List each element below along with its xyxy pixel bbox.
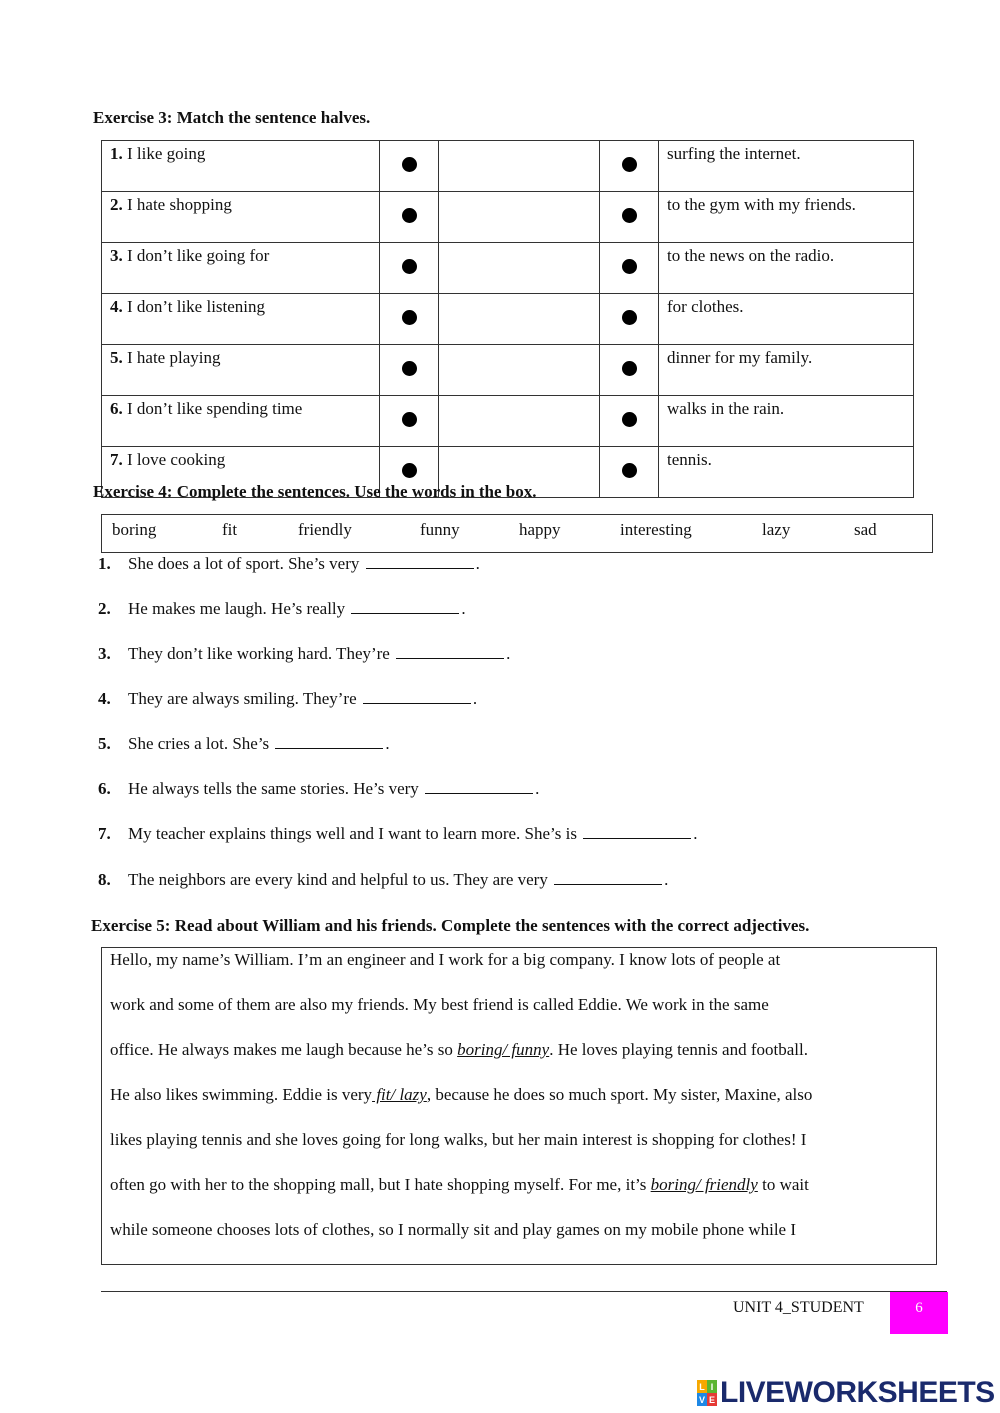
footer-unit-label: UNIT 4_STUDENT xyxy=(733,1299,864,1316)
match-dot-right[interactable] xyxy=(622,412,637,427)
match-right: surfing the internet. xyxy=(659,141,914,192)
match-dot-right[interactable] xyxy=(622,361,637,376)
match-dot-left[interactable] xyxy=(402,208,417,223)
sentence-item: 4. They are always smiling. They’re . xyxy=(98,689,478,708)
answer-blank[interactable] xyxy=(351,599,459,614)
match-left: 6. I don’t like spending time xyxy=(102,396,380,447)
sentence-item: 6. He always tells the same stories. He’s very . xyxy=(98,779,540,798)
match-dot-right[interactable] xyxy=(622,310,637,325)
match-right: for clothes. xyxy=(659,294,914,345)
match-dot-left[interactable] xyxy=(402,412,417,427)
match-gap xyxy=(439,396,600,447)
match-right: dinner for my family. xyxy=(659,345,914,396)
matching-table xyxy=(101,140,914,498)
logo-icon: L I V E xyxy=(698,1381,715,1405)
footer-divider xyxy=(101,1291,947,1292)
reading-line: often go with her to the shopping mall, but I hate shopping myself. For me, it’s boring/ friendly to wait xyxy=(110,1175,809,1194)
sentence-item: 7. My teacher explains things well and I want to learn more. She’s is . xyxy=(98,824,698,843)
match-left: 5. I hate playing xyxy=(102,345,380,396)
match-row xyxy=(102,141,914,192)
reading-line: likes playing tennis and she loves going for long walks, but her main interest is shopping for clothes! I xyxy=(110,1130,807,1149)
match-dot-left[interactable] xyxy=(402,310,417,325)
match-right: walks in the rain. xyxy=(659,396,914,447)
word-item: boring xyxy=(112,520,157,539)
word-item: interesting xyxy=(620,520,692,539)
reading-line: work and some of them are also my friends. My best friend is called Eddie. We work in the same xyxy=(110,995,769,1014)
answer-blank[interactable] xyxy=(583,824,691,839)
choice-boring-funny[interactable]: boring/ funny xyxy=(457,1040,550,1059)
match-row xyxy=(102,192,914,243)
answer-blank[interactable] xyxy=(396,644,504,659)
match-right: to the news on the radio. xyxy=(659,243,914,294)
match-row xyxy=(102,345,914,396)
answer-blank[interactable] xyxy=(275,734,383,749)
match-row xyxy=(102,294,914,345)
match-left: 3. I don’t like going for xyxy=(102,243,380,294)
answer-blank[interactable] xyxy=(425,779,533,794)
match-gap xyxy=(439,294,600,345)
match-right: to the gym with my friends. xyxy=(659,192,914,243)
word-item: funny xyxy=(420,520,460,539)
sentence-item: 2. He makes me laugh. He’s really . xyxy=(98,599,466,618)
match-left: 2. I hate shopping xyxy=(102,192,380,243)
match-dot-right[interactable] xyxy=(622,208,637,223)
word-item: happy xyxy=(519,520,561,539)
reading-line: He also likes swimming. Eddie is very fit/ lazy, because he does so much sport. My sister, Maxine, also xyxy=(110,1085,813,1104)
word-box xyxy=(101,514,933,553)
match-row xyxy=(102,396,914,447)
match-right: tennis. xyxy=(659,447,914,498)
choice-fit-lazy[interactable]: fit/ lazy xyxy=(372,1085,427,1104)
sentence-item: 3. They don’t like working hard. They’re . xyxy=(98,644,511,663)
match-gap xyxy=(439,192,600,243)
word-item: fit xyxy=(222,520,238,539)
logo-text: LIVEWORKSHEETS xyxy=(720,1376,995,1409)
match-dot-left[interactable] xyxy=(402,157,417,172)
match-left: 4. I don’t like listening xyxy=(102,294,380,345)
answer-blank[interactable] xyxy=(363,689,471,704)
word-item: lazy xyxy=(762,520,791,539)
reading-line: while someone chooses lots of clothes, so I normally sit and play games on my mobile phone while I xyxy=(110,1220,797,1239)
match-dot-right[interactable] xyxy=(622,157,637,172)
match-dot-left[interactable] xyxy=(402,259,417,274)
sentence-item: 8. The neighbors are every kind and helpful to us. They are very . xyxy=(98,870,669,889)
sentence-item: 5. She cries a lot. She’s . xyxy=(98,734,390,753)
match-gap xyxy=(439,243,600,294)
match-dot-right[interactable] xyxy=(622,259,637,274)
answer-blank[interactable] xyxy=(554,870,662,885)
answer-blank[interactable] xyxy=(366,554,474,569)
match-gap xyxy=(439,345,600,396)
choice-boring-friendly[interactable]: boring/ friendly xyxy=(650,1175,758,1194)
match-left: 7. I love cooking xyxy=(102,447,380,498)
sentence-item: 1. She does a lot of sport. She’s very . xyxy=(98,554,480,573)
exercise-4-heading: Exercise 4: Complete the sentences. Use the words in the box. xyxy=(93,482,537,501)
match-left: 1. I like going xyxy=(102,141,380,192)
page-number: 6 xyxy=(890,1292,948,1334)
liveworksheets-logo xyxy=(697,1376,995,1410)
match-gap xyxy=(439,141,600,192)
match-dot-right[interactable] xyxy=(622,463,637,478)
exercise-5-heading: Exercise 5: Read about William and his friends. Complete the sentences with the correct adjectives. xyxy=(91,916,810,935)
reading-line: office. He always makes me laugh because he’s so boring/ funny. He loves playing tennis and football. xyxy=(110,1040,808,1059)
word-item: friendly xyxy=(298,520,352,539)
match-row xyxy=(102,243,914,294)
reading-line: Hello, my name’s William. I’m an engineer and I work for a big company. I know lots of people at xyxy=(110,950,781,969)
match-dot-left[interactable] xyxy=(402,361,417,376)
match-dot-left[interactable] xyxy=(402,463,417,478)
exercise-3-heading: Exercise 3: Match the sentence halves. xyxy=(93,108,371,127)
word-item: sad xyxy=(854,520,877,539)
